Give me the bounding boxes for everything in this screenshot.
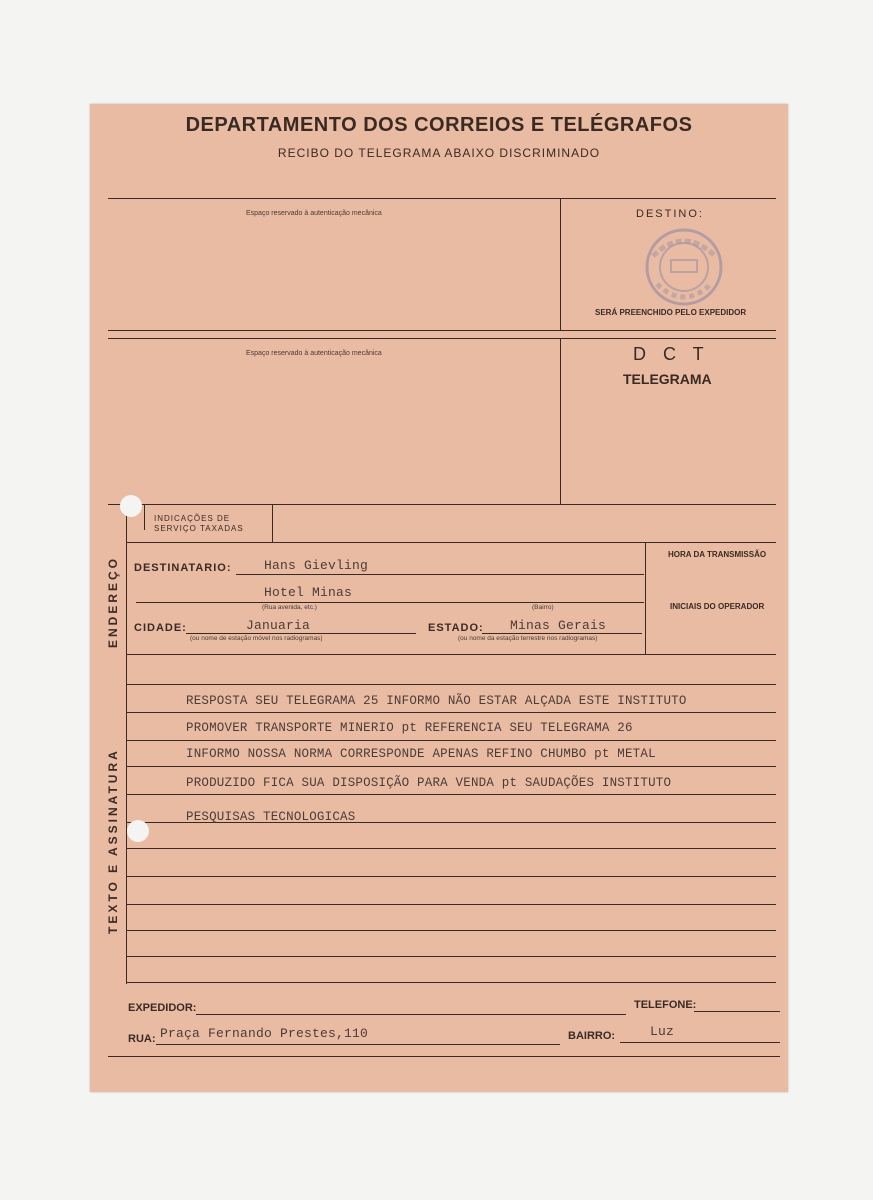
divider	[108, 1056, 780, 1057]
text-line	[126, 956, 776, 957]
divider	[108, 504, 776, 505]
field-line	[620, 1042, 780, 1043]
bairro-hint: (Bairro)	[532, 604, 554, 611]
divider	[645, 542, 646, 654]
text-line	[126, 794, 776, 795]
field-line	[236, 574, 644, 575]
destinatario-value: Hans Gievling	[264, 558, 369, 573]
text-line	[126, 766, 776, 767]
divider	[108, 338, 776, 339]
cidade-label: CIDADE:	[134, 622, 187, 634]
message-line: PROMOVER TRANSPORTE MINERIO pt REFERENCIA SEU TELEGRAMA 26	[186, 721, 633, 735]
estado-label: ESTADO:	[428, 622, 484, 634]
message-line: PESQUISAS TECNOLOGICAS	[186, 810, 356, 824]
message-line: PRODUZIDO FICA SUA DISPOSIÇÃO PARA VENDA pt SAUDAÇÕES INSTITUTO	[186, 776, 672, 790]
bairro-label: BAIRRO:	[568, 1030, 616, 1042]
divider	[144, 504, 145, 530]
divider	[108, 198, 776, 199]
auth-space-label: Espaço reservado à autenticação mecânica	[246, 210, 382, 217]
text-line	[126, 930, 776, 931]
punch-hole	[127, 820, 149, 842]
telefone-label: TELEFONE:	[634, 999, 697, 1011]
form-subtitle: RECIBO DO TELEGRAMA ABAIXO DISCRIMINADO	[277, 146, 601, 160]
text-line	[126, 712, 776, 713]
estado-hint: (ou nome da estação terrestre nos radiogramas)	[458, 635, 598, 642]
divider	[126, 982, 776, 983]
field-line	[196, 1014, 626, 1015]
field-line	[186, 633, 416, 634]
postmark-stamp	[643, 226, 725, 308]
indicacoes-line: SERVIÇO TAXADAS	[154, 524, 244, 533]
hora-transmissao-label: HORA DA TRANSMISSÃO	[668, 550, 767, 559]
text-line	[126, 848, 776, 849]
divider	[126, 542, 776, 543]
divider	[126, 654, 776, 655]
texto-side-label: TEXTO E ASSINATURA	[106, 748, 120, 934]
telegram-form	[90, 104, 788, 1092]
rua-hint: (Rua avenida, etc.)	[262, 604, 317, 611]
cidade-hint: (ou nome de estação móvel nos radiogramas)	[190, 635, 323, 642]
text-line	[126, 740, 776, 741]
field-line	[694, 1011, 780, 1012]
address-value: Hotel Minas	[264, 585, 353, 600]
dct-logo: D C T	[633, 344, 710, 364]
bairro-value: Luz	[650, 1024, 675, 1039]
message-line: RESPOSTA SEU TELEGRAMA 25 INFORMO NÃO ESTAR ALÇADA ESTE INSTITUTO	[186, 694, 687, 708]
punch-hole	[120, 495, 142, 517]
divider	[560, 338, 561, 504]
estado-value: Minas Gerais	[510, 618, 607, 633]
destino-note: SERÁ PREENCHIDO PELO EXPEDIDOR	[595, 308, 747, 317]
text-line	[126, 684, 776, 685]
iniciais-operador-label: INICIAIS DO OPERADOR	[670, 602, 765, 611]
form-title: DEPARTAMENTO DOS CORREIOS E TELÉGRAFOS	[185, 114, 693, 136]
text-line	[126, 904, 776, 905]
divider	[560, 198, 561, 330]
destinatario-label: DESTINATARIO:	[134, 562, 232, 574]
auth-space-label: Espaço reservado à autenticação mecânica	[246, 350, 382, 357]
divider	[272, 504, 273, 542]
divider	[108, 330, 776, 331]
indicacoes-label	[154, 514, 244, 534]
indicacoes-line: INDICAÇÕES DE	[154, 514, 231, 523]
text-line	[126, 876, 776, 877]
field-line	[482, 633, 642, 634]
destino-label: DESTINO:	[636, 208, 704, 220]
rua-label: RUA:	[128, 1033, 156, 1045]
endereco-side-label: ENDEREÇO	[106, 555, 120, 648]
message-line: INFORMO NOSSA NORMA CORRESPONDE APENAS REFINO CHUMBO pt METAL	[186, 747, 656, 761]
telegrama-label: TELEGRAMA	[623, 371, 712, 387]
cidade-value: Januaria	[246, 618, 311, 633]
rua-value: Praça Fernando Prestes,110	[160, 1026, 369, 1041]
divider	[126, 504, 127, 984]
field-line	[136, 602, 644, 603]
field-line	[156, 1044, 560, 1045]
expedidor-label: EXPEDIDOR:	[128, 1002, 197, 1014]
